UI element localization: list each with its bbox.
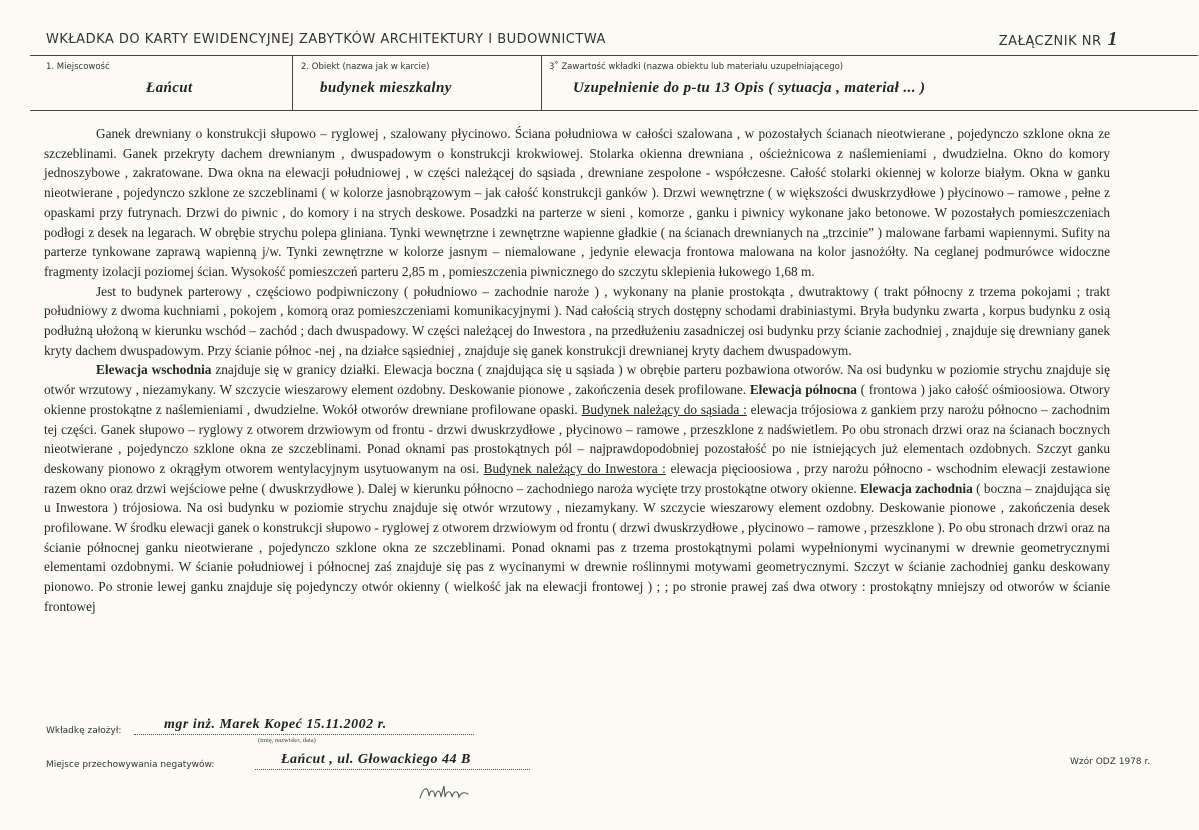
- paragraph-materials: Ganek drewniany o konstrukcji słupowo – ryglowej , szalowany płycinowo. Ściana południowa w całości szalowana , w pozostałych ścianach nieotwierane , pojedynczo szklone okna ze szczeblinami. Ganek przekryty dachem drewnianym , dwuspadowym o konstrukcji krokwiowej. Stolarka okienna drewniana , ościeżnicowa z naślemieniami , dwudzielna. Okno do komory jednoszybowe , zakratowane. Dwa okna na elewacji południowej , w części należącej do sąsiada , drewniane zespolone - współczesne. Całość stolarki okiennej w kolorze białym. Okna w ganku nieotwierane , pojedynczo szklone ze szczeblinami ( w kolorze jasnobrązowym – jak całość konstrukcji ganków ). Drzwi wewnętrzne ( w większości dwuskrzydłowe ) płycinowo – ramowe , pełne z opaskami przy futrynach. Drzwi do piwnic , do komory i na strych deskowe. Posadzki na parterze w sieni , komorze , ganku i piwnicy wykonane jako betonowe. W pozostałych pomieszczeniach podłogi z desek na legarach. W obrębie strychu polepa gliniana. Tynki wewnętrzne i zewnętrzne wapienne gładkie ( na ścianach drewnianych na „trzcinie” ) malowane farbami wapiennymi. Sufity na parterze tynkowane zaprawą wapienną j/w. Tynki zewnętrzne w kolorze jasnym – niemalowane , jedynie elewacja frontowa malowana na kolor jasnożółty. Na ceglanej podmurówce widoczne fragmenty izolacji poziomej ścian. Wysokość pomieszczeń parteru 2,85 m , pomieszczenia piwnicznego do szczytu sklepienia łukowego 1,68 m.: [44, 126, 1110, 279]
- author-label: Wkładkę założył:: [46, 726, 122, 736]
- field-divider-1: [292, 55, 293, 110]
- text-neighbour-building: elewacja trójosiowa z gankiem przy narożu północno – zachodnim tej części. Ganek słupowo – ryglowy z otworem drzwiowym od frontu - drzwi dwuskrzydłowe , płycinowo – ramowe , przeszklone z nadświetlem. Po obu stronach drzwi oraz na ścianach bocznych nieotwierane , pojedynczo szklone okna ze szczeblinami. Ponad oknami pas prostokątnych pól – najprawdopodobniej pozostałość po nie istniejących już elementach ozdobnych. Szczyt ganku deskowany pionowo z okrągłym otworem wentylacyjnym usytuowanym na osi.: [44, 401, 1110, 476]
- text-west-elevation: ( boczna – znajdująca się u Inwestora ) trójosiowa. Na osi budynku w poziomie strychu znajduje się otwór wrzutowy , niezamykany. W szczycie wieszarowy element ozdobny. Deskowanie pionowe , zakończenia desek profilowane. W środku elewacji ganek o konstrukcji słupowo - ryglowej z otworem drzwiowym od frontu ( drzwi dwuskrzydłowe , płycinowo – ramowe , przeszklone ). Po obu stronach drzwi oraz na ścianie północnej ganku nieotwierane , pojedynczo szklone okna ze szczeblinami. Ponad oknami pas z trzema prostokątnymi polami wypełnionymi wycinanymi w drewnie geometrycznymi elementami ozdobnymi. W ścianie południowej i północnej zaś znajduje się pas z wycinanymi w drewnie roślinnymi motywami geometrycznymi. Szczyt w ścianie zachodniej ganku deskowany pionowo. Po stronie lewej ganku znajduje się pojedynczy otwór okienny ( wielkość jak na elewacji frontowej ) ; ; po stronie prawej zaś dwa otwory : prostokątny mniejszy od otworów w ścianie frontowej: [44, 480, 1110, 614]
- storage-value: Łańcut , ul. Głowackiego 44 B: [281, 752, 471, 767]
- author-value: mgr inż. Marek Kopeć 15.11.2002 r.: [164, 717, 387, 732]
- heading-west-elevation: Elewacja zachodnia: [860, 480, 973, 496]
- author-caption: (imię, nazwisko, data): [258, 737, 316, 744]
- text-investor-building: elewacja pięcioosiowa , przy narożu północno - wschodnim elewacji zestawione razem okno oraz drzwi wejściowe pełne ( dwuskrzydłowe ). Dalej w kierunku północno – zachodniego naroża wycięte trzy prostokątne otwory okienne.: [44, 460, 1110, 496]
- heading-neighbour-building: Budynek należący do sąsiada :: [581, 401, 747, 417]
- card-header: [44, 30, 1118, 52]
- storage-label: Miejsce przechowywania negatywów:: [46, 760, 215, 770]
- author-signature: [418, 780, 470, 804]
- template-label: Wzór ODZ 1978 r.: [1070, 757, 1151, 767]
- location-value: Łańcut: [146, 80, 193, 96]
- heading-investor-building: Budynek należący do Inwestora :: [483, 460, 666, 476]
- header-rule-bottom: [30, 110, 1198, 111]
- content-value: Uzupełnienie do p-tu 13 Opis ( sytuacja , materiał ... ): [573, 80, 926, 96]
- paragraph-building: Jest to budynek parterowy , częściowo podpiwniczony ( południowo – zachodnie naroże ) , wykonany na planie prostokąta , dwutraktowy ( trakt północny z trzema pokojami ; trakt południowy z dwoma kuchniami , pokojem , komorą oraz pomieszczeniami komunikacyjnymi ). Nad całością strych dostępny schodami drabiniastymi. Bryła budynku zwarta , korpus budynku z osią podłużną ułożoną w kierunku wschód – zachód ; dach dwuspadowy. W części należącej do Inwestora , na przedłużeniu zasadniczej osi budynku przy ścianie zachodniej , znajduje się drewniany ganek kryty dachem dwuspadowym. Przy ścianie północ -nej , na działce sąsiedniej , znajduje się ganek konstrukcji drewnianej kryty dachem dwuspadowym.: [44, 283, 1110, 358]
- object-value: budynek mieszkalny: [320, 80, 452, 96]
- field-divider-2: [541, 55, 542, 110]
- attachment-label-text: ZAŁĄCZNIK NR: [998, 34, 1102, 49]
- header-rule-top: [30, 55, 1198, 56]
- heading-east-elevation: Elewacja wschodnia: [96, 362, 212, 378]
- paragraph-elevations: [44, 360, 1110, 616]
- attachment-number: 1: [1107, 28, 1118, 50]
- heading-north-elevation: Elewacja północna: [749, 382, 857, 398]
- card-title: WKŁADKA DO KARTY EWIDENCYJNEJ ZABYTKÓW ARCHITEKTURY I BUDOWNICTWA: [46, 32, 606, 47]
- text-north-elevation: ( frontowa ) jako całość ośmioosiowa. Otwory okienne prostokątne z naślemieniami , dwudzielne. Wokół otworów drewniane profilowane opaski.: [44, 382, 1111, 417]
- author-dotted-line: [134, 734, 474, 735]
- location-label: 1. Miejscowość: [46, 62, 110, 72]
- object-label: 2. Obiekt (nazwa jak w karcie): [301, 62, 430, 72]
- content-label: 3˚ Zawartość wkładki (nazwa obiektu lub materiału uzupełniającego): [549, 62, 844, 72]
- attachment-label: [999, 28, 1118, 51]
- text-east-elevation: znajduje się w granicy działki. Elewacja boczna ( znajdująca się u sąsiada ) w obrębie parteru pozbawiona otworów. Na osi budynku w poziomie strychu znajduje się otwór wrzutowy , niezamykany. W szczycie wieszarowy element ozdobny. Deskowanie pionowe , zakończenia desek profilowane.: [44, 362, 1111, 398]
- description-body: [44, 124, 1110, 617]
- storage-dotted-line: [255, 769, 530, 770]
